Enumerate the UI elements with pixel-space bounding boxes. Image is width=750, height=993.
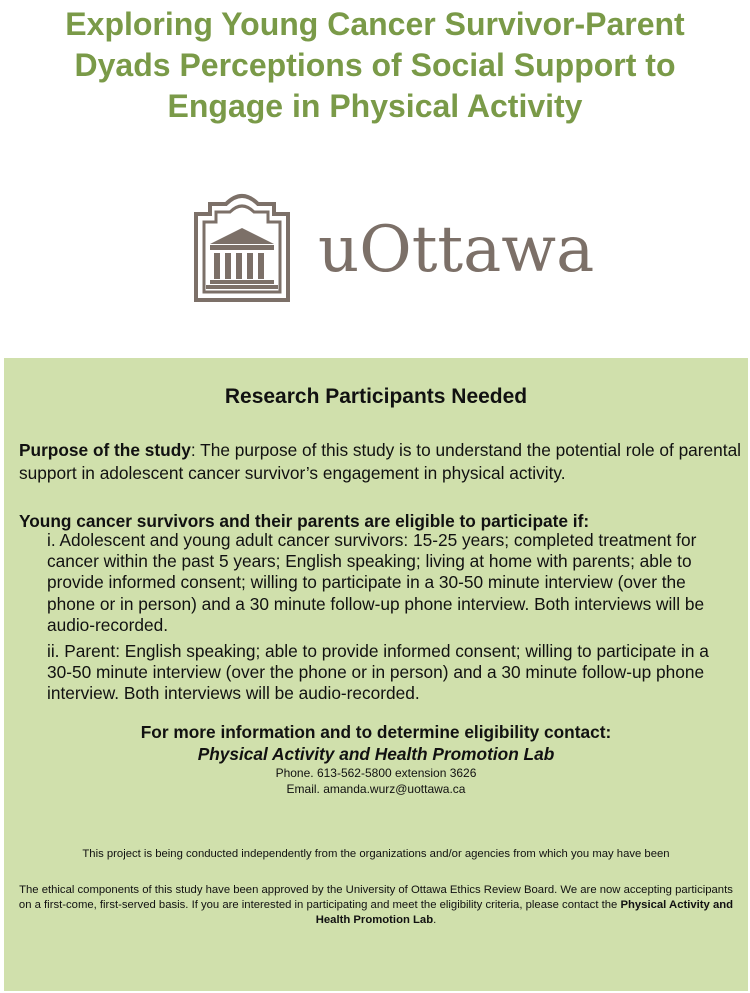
ethics-note-lab: Physical Activity and Health Promotion Lab bbox=[315, 899, 734, 926]
contact-phone: Phone. 613-562-5800 extension 3626 bbox=[275, 766, 477, 780]
purpose-text: : The purpose of this study is to understand the potential role of parental support in adolescent cancer survivor’s engagement in physical activity. bbox=[19, 440, 742, 483]
info-panel bbox=[4, 358, 748, 991]
contact-lab-name: Physical Activity and Health Promotion Lab bbox=[197, 744, 555, 764]
purpose-paragraph bbox=[19, 439, 744, 485]
title-line-1: Exploring Young Cancer Survivor-Parent bbox=[65, 6, 685, 42]
uottawa-logo bbox=[192, 190, 612, 302]
contact-email: Email. amanda.wurz@uottawa.ca bbox=[286, 782, 466, 796]
eligibility-item-survivors: i. Adolescent and young adult cancer survivors: 15-25 years; completed treatment for cancer within the past 5 years; English speaking; living at home with parents; able to provide informed consent; willing to participate in a 30-50 minute interview (over the phone or in person) and a 30 minute follow-up phone interview. Both interviews will be audio-recorded. bbox=[47, 530, 705, 635]
ethics-note bbox=[18, 883, 734, 928]
eligibility-item-parent: ii. Parent: English speaking; able to provide informed consent; willing to participate in a 30-50 minute interview (over the phone or in person) and a 30 minute follow-up phone interview. Both interviews will be audio-recorded. bbox=[47, 641, 709, 704]
building-columns-icon bbox=[192, 190, 292, 302]
independence-note: This project is being conducted independently from the organizations and/or agencies from which you may have been bbox=[82, 848, 670, 860]
contact-heading: For more information and to determine eligibility contact: bbox=[140, 722, 612, 742]
eligibility-heading: Young cancer survivors and their parents are eligible to participate if: bbox=[19, 511, 590, 531]
title-line-2: Dyads Perceptions of Social Support to bbox=[74, 47, 676, 83]
uottawa-wordmark: uOttawa bbox=[318, 213, 595, 287]
ethics-note-end: . bbox=[433, 914, 437, 926]
contact-block bbox=[4, 721, 748, 797]
flyer-title bbox=[0, 4, 750, 127]
title-line-3: Engage in Physical Activity bbox=[167, 88, 583, 124]
panel-heading: Research Participants Needed bbox=[224, 385, 528, 408]
purpose-label: Purpose of the study bbox=[19, 440, 191, 460]
ethics-note-text: The ethical components of this study have been approved by the University of Ottawa Ethics Review Board. We are now accepting participants on a first-come, first-served basis. If you are interested in participating and meet the eligibility criteria, please contact the bbox=[18, 884, 733, 911]
